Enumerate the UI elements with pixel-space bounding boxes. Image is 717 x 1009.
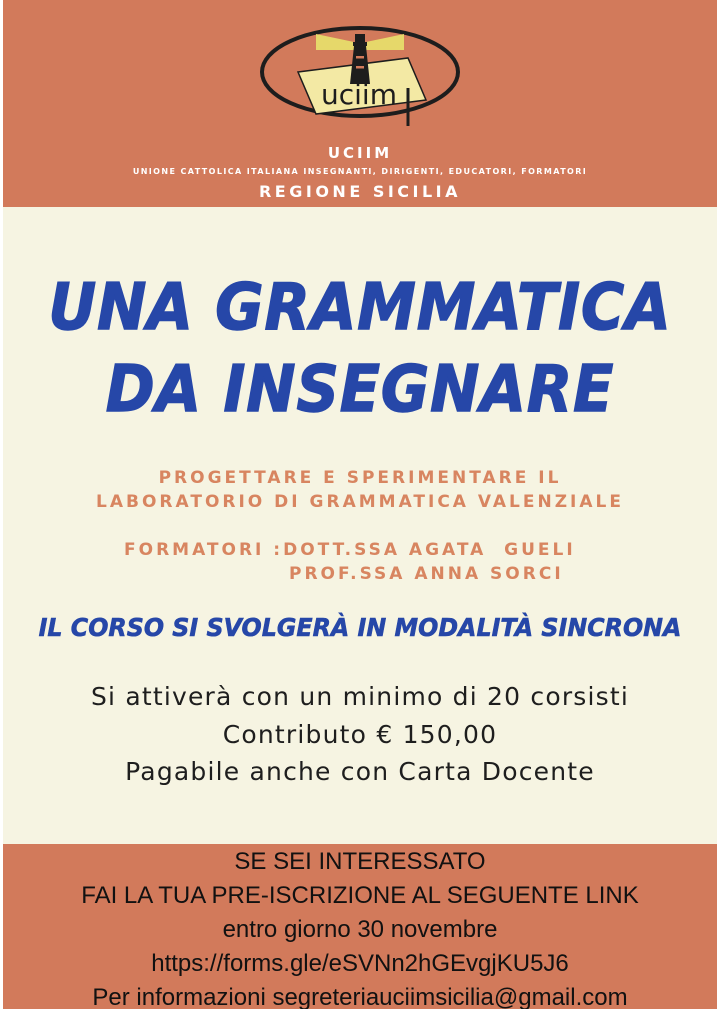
- footer-registration: FAI LA TUA PRE-ISCRIZIONE AL SEGUENTE LINK: [81, 882, 639, 909]
- footer-deadline: entro giorno 30 novembre: [222, 916, 498, 943]
- trainers-line-1: FORMATORI :DOTT.SSA AGATA GUELI: [124, 540, 576, 560]
- footer-interest: SE SEI INTERESSATO: [234, 848, 486, 875]
- info-payment: Pagabile anche con Carta Docente: [125, 757, 595, 786]
- contact-email[interactable]: Per informazioni segreteriauciimsicilia@gmail.com: [92, 984, 628, 1009]
- registration-link[interactable]: https://forms.gle/eSVNn2hGEvgjKU5J6: [151, 950, 569, 977]
- info-fee: Contributo € 150,00: [222, 720, 498, 749]
- info-minimum-participants: Si attiverà con un minimo di 20 corsisti: [90, 682, 630, 711]
- footer-band: [3, 844, 717, 1009]
- title-line-2: DA INSEGNARE: [105, 353, 615, 427]
- synchronous-note: IL CORSO SI SVOLGERÀ IN MODALITÀ SINCRONA: [38, 613, 682, 642]
- trainers-line-2: PROF.SSA ANNA SORCI: [289, 564, 564, 584]
- subtitle-line-2: LABORATORIO DI GRAMMATICA VALENZIALE: [96, 492, 624, 512]
- title-line-1: UNA GRAMMATICA: [48, 271, 672, 345]
- logo-text: UCIIM: [321, 78, 397, 111]
- uciim-logo: [258, 22, 462, 132]
- org-full-name: UNIONE CATTOLICA ITALIANA INSEGNANTI, DIRIGENTI, EDUCATORI, FORMATORI: [132, 167, 588, 176]
- org-acronym: UCIIM: [327, 144, 393, 162]
- subtitle-line-1: PROGETTARE E SPERIMENTARE IL: [158, 468, 562, 488]
- org-region: REGIONE SICILIA: [258, 182, 462, 201]
